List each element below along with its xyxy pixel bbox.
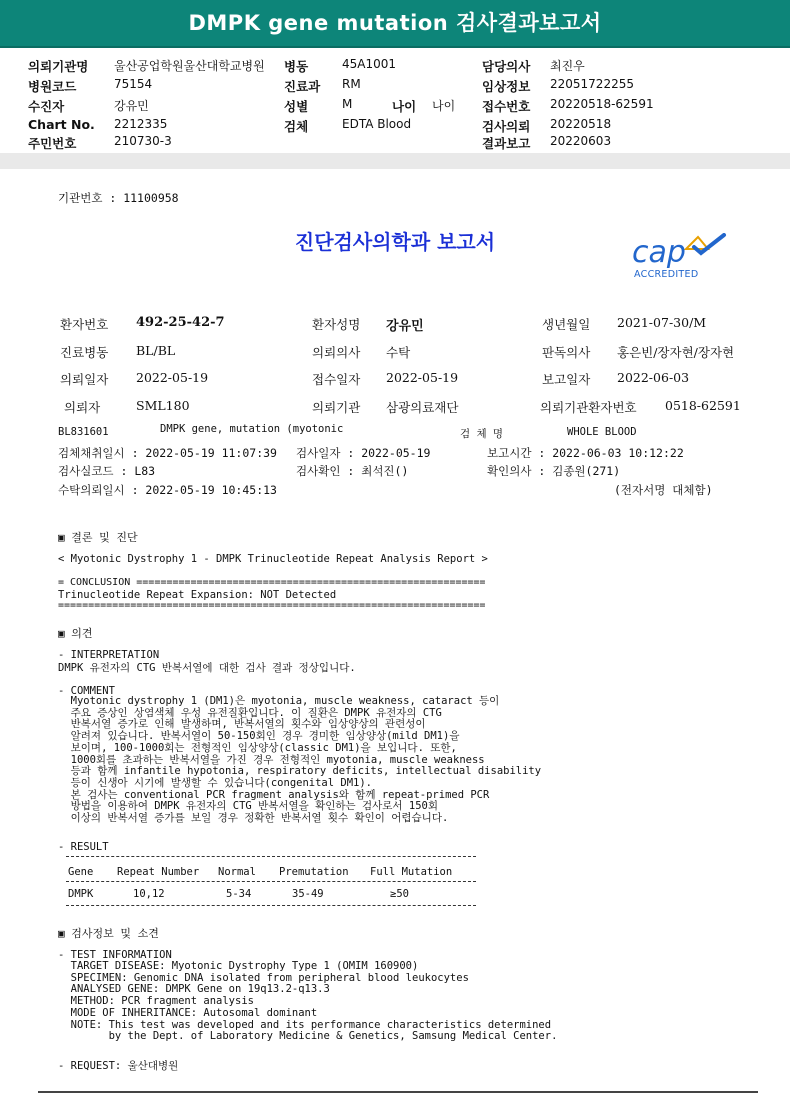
cap-logo-text: cap bbox=[632, 235, 686, 270]
col-full-mutation: Full Mutation bbox=[370, 866, 453, 878]
table-rule-bottom bbox=[66, 905, 476, 906]
label-age: 나이 bbox=[392, 99, 417, 114]
cell-premutation: 35-49 bbox=[292, 888, 324, 900]
collection-datetime: 검체채취일시 : 2022-05-19 11:07:39 bbox=[58, 446, 277, 460]
label-org-patient-no: 의뢰기관환자번호 bbox=[540, 400, 637, 415]
page-title: 진단검사의학과 보고서 bbox=[294, 230, 496, 254]
label-birth-date: 생년월일 bbox=[542, 317, 591, 332]
e-signature-note: (전자서명 대체함) bbox=[614, 483, 713, 497]
title-divider bbox=[0, 46, 790, 48]
request-date: 20220518 bbox=[550, 117, 612, 131]
requesting-doctor: 수탁 bbox=[386, 345, 411, 360]
resident-no: 210730-3 bbox=[114, 134, 172, 148]
report-time: 보고시간 : 2022-06-03 10:12:22 bbox=[487, 446, 684, 460]
receipt-date: 2022-05-19 bbox=[386, 370, 459, 385]
label-chart-no: Chart No. bbox=[28, 117, 95, 132]
label-patient-id: 환자번호 bbox=[60, 317, 109, 332]
ward-code: BL/BL bbox=[136, 343, 176, 358]
report-date-2: 2022-06-03 bbox=[617, 370, 690, 385]
label-clinical-info: 임상정보 bbox=[482, 79, 531, 94]
label-receipt-date: 접수일자 bbox=[312, 372, 361, 387]
conclusion-text: Trinucleotide Repeat Expansion: NOT Detected bbox=[58, 589, 337, 601]
age: 나이 bbox=[432, 99, 456, 113]
test-code: BL831601 bbox=[58, 426, 109, 438]
label-patient-name: 환자성명 bbox=[312, 317, 361, 332]
label-requesting-doctor: 의뢰의사 bbox=[312, 345, 361, 360]
report-name: < Myotonic Dystrophy 1 - DMPK Trinucleotide Repeat Analysis Report > bbox=[58, 553, 488, 565]
label-requesting-institution: 의뢰기관명 bbox=[28, 59, 89, 74]
sex: M bbox=[342, 97, 353, 111]
label-reading-doctor: 판독의사 bbox=[542, 345, 591, 360]
label-requester: 의뢰자 bbox=[64, 400, 101, 415]
label-specimen-name: 검 체 명 bbox=[460, 428, 504, 440]
report-title-bar: DMPK gene mutation 검사결과보고서 bbox=[0, 0, 790, 46]
label-attending: 담당의사 bbox=[482, 59, 531, 74]
requesting-org: 삼광의료재단 bbox=[386, 400, 459, 415]
cap-logo-subtext: ACCREDITED bbox=[634, 269, 699, 280]
specimen: EDTA Blood bbox=[342, 117, 412, 131]
cell-full-mutation: ≥50 bbox=[390, 888, 409, 900]
receipt-no: 20220518-62591 bbox=[550, 97, 654, 111]
col-gene: Gene bbox=[68, 866, 94, 878]
request-line: - REQUEST: 울산대병원 bbox=[58, 1060, 179, 1072]
hospital-code: 75154 bbox=[114, 77, 153, 91]
department: RM bbox=[342, 77, 361, 91]
label-request-date-2: 의뢰일자 bbox=[60, 372, 109, 387]
reading-doctor: 홍은빈/장자현/장자현 bbox=[617, 345, 735, 360]
table-rule-mid bbox=[66, 881, 476, 882]
test-name: DMPK gene, mutation (myotonic bbox=[160, 423, 344, 435]
cap-accredited-logo bbox=[628, 233, 738, 289]
test-info-label: - TEST INFORMATION bbox=[58, 949, 172, 961]
birth-date: 2021-07-30/M bbox=[617, 315, 707, 330]
patient-id: 492-25-42-7 bbox=[136, 315, 225, 330]
label-resident-no: 주민번호 bbox=[28, 136, 77, 151]
cell-normal: 5-34 bbox=[226, 888, 252, 900]
interpretation-label: - INTERPRETATION bbox=[58, 649, 160, 661]
conclusion-rule: ======================================================================= bbox=[58, 600, 486, 611]
cell-repeat-number: 10,12 bbox=[133, 888, 165, 900]
confirming-doctor: 확인의사 : 김종원(271) bbox=[487, 464, 621, 478]
institution-number: 기관번호 : 11100958 bbox=[58, 191, 179, 205]
section-separator bbox=[0, 153, 790, 169]
comment-text: Myotonic dystrophy 1 (DM1)은 myotonia, muscle weakness, cataract 등이 주요 증상인 상염색체 우성 유전질환입니다. 이 질환은 DMPK 유전자의 CTG 반복서열 증가로 인해 발생하며, 반복서열의 횟수와 임상양상의 관련성이 알려져 있습니다. 반복서열이 50-150회인 경우 경미한 임상양상(mild DM1)을 보이며, 100-1000회는 전형적인 임상양상(classic DM1)을 보입니다. 또한, 1000회를 초과하는 반복서열을 가진 경우 전형적인 myotonia, muscle weakness 등과 함께 infantile hypotonia, respiratory deficits, intellectual disability 등이 신생아 시기에 발생할 수 있습니다(congenital DM1). 본 검사는 conventional PCR fragment analysis와 함께 repeat-primed PCR 방법을 이용하여 DMPK 유전자의 CTG 반복서열을 확인하는 검사로서 150회 이상의 반복서열 증가를 보일 경우 정확한 반복서열 횟수 확인이 어렵습니다. bbox=[70, 695, 542, 825]
table-rule-top bbox=[66, 856, 476, 857]
label-department: 진료과 bbox=[284, 79, 321, 94]
comment-label: - COMMENT bbox=[58, 685, 115, 697]
clinical-info: 22051722255 bbox=[550, 77, 634, 91]
label-receipt-no: 접수번호 bbox=[482, 99, 531, 114]
col-repeat-number: Repeat Number bbox=[117, 866, 200, 878]
test-info-text: TARGET DISEASE: Myotonic Dystrophy Type 1 (OMIM 160900) SPECIMEN: Genomic DNA isolated from peripheral blood leukocytes ANALYSED GENE: DMPK Gene on 19q13.2-q13.3 METHOD: PCR fragment analysis MODE OF INHERITANCE: Autosomal dominant NOTE: This test was developed and its performance characteristics determined by the Dept. of Laboratory Medicine & Genetics, Samsung Medical Center. bbox=[70, 960, 558, 1043]
requester: SML180 bbox=[136, 398, 190, 413]
report-date: 20220603 bbox=[550, 134, 612, 148]
col-normal: Normal bbox=[218, 866, 256, 878]
label-report-date: 결과보고 bbox=[482, 136, 531, 151]
section-opinion-header: ▣ 의견 bbox=[58, 627, 93, 640]
patient-full-name: 강유민 bbox=[386, 319, 424, 334]
ward: 45A1001 bbox=[342, 57, 397, 71]
lab-code: 검사실코드 : L83 bbox=[58, 464, 156, 478]
label-sex: 성별 bbox=[284, 99, 309, 114]
patient-name: 강유민 bbox=[114, 99, 149, 113]
col-premutation: Premutation bbox=[279, 866, 349, 878]
consign-datetime: 수탁의뢰일시 : 2022-05-19 10:45:13 bbox=[58, 483, 277, 497]
label-ward: 병동 bbox=[284, 59, 309, 74]
test-confirm: 검사확인 : 최석진() bbox=[296, 464, 409, 478]
label-ward-code: 진료병동 bbox=[60, 345, 109, 360]
section-conclusion-header: ▣ 결론 및 진단 bbox=[58, 531, 138, 544]
label-requesting-org: 의뢰기관 bbox=[312, 400, 361, 415]
specimen-name: WHOLE BLOOD bbox=[567, 426, 637, 438]
attending-physician: 최진우 bbox=[550, 59, 585, 73]
section-info-header: ▣ 검사정보 및 소견 bbox=[58, 927, 159, 940]
result-label: - RESULT bbox=[58, 841, 109, 853]
label-patient: 수진자 bbox=[28, 99, 65, 114]
label-hospital-code: 병원코드 bbox=[28, 79, 77, 94]
test-date: 검사일자 : 2022-05-19 bbox=[296, 446, 431, 460]
page-bottom-rule bbox=[38, 1091, 758, 1093]
label-specimen: 검체 bbox=[284, 119, 309, 134]
cell-gene: DMPK bbox=[68, 888, 94, 900]
requesting-institution: 울산공업학원울산대학교병원 bbox=[114, 59, 265, 73]
org-patient-no: 0518-62591 bbox=[665, 398, 741, 413]
interpretation-text: DMPK 유전자의 CTG 반복서열에 대한 검사 결과 정상입니다. bbox=[58, 662, 356, 674]
chart-no: 2212335 bbox=[114, 117, 168, 131]
conclusion-heading: = CONCLUSION ========================================================== bbox=[58, 577, 486, 588]
label-report-date-2: 보고일자 bbox=[542, 372, 591, 387]
label-request-date: 검사의뢰 bbox=[482, 119, 531, 134]
request-date-2: 2022-05-19 bbox=[136, 370, 209, 385]
